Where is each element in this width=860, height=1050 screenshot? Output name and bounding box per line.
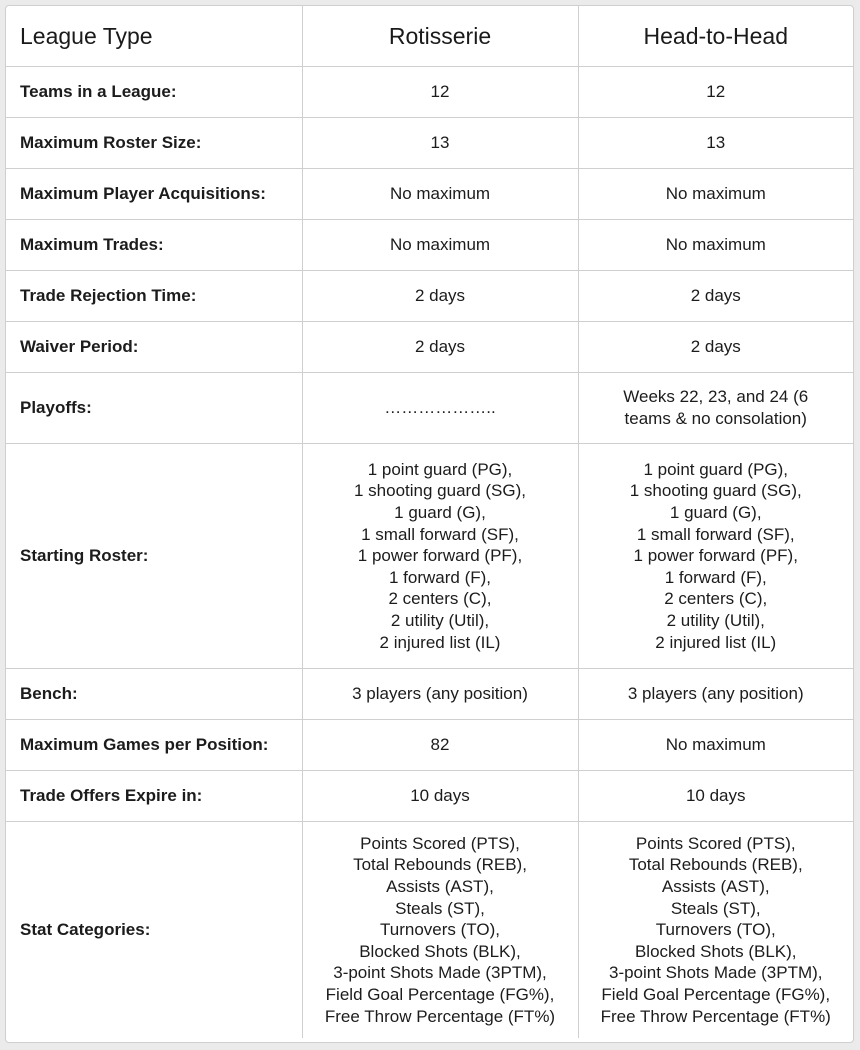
cell-text-line: 1 power forward (PF), (357, 546, 523, 566)
row-label: Waiver Period: (6, 322, 302, 373)
h2h-value (578, 67, 853, 118)
rotisserie-value (302, 720, 578, 771)
cell-text-line: 10 days (410, 786, 470, 806)
cell-text-line: Weeks 22, 23, and 24 (6 (623, 387, 809, 407)
rotisserie-value (302, 322, 578, 373)
row-label: Trade Offers Expire in: (6, 771, 302, 822)
h2h-value (578, 322, 853, 373)
row-label: Starting Roster: (6, 444, 302, 669)
cell-text-line: Free Throw Percentage (FT%) (600, 1006, 831, 1026)
table-row (6, 771, 853, 822)
cell-text-line: 3-point Shots Made (3PTM), (333, 963, 547, 983)
cell-text-line: Blocked Shots (BLK), (359, 941, 521, 961)
table-row (6, 271, 853, 322)
rotisserie-value (302, 169, 578, 220)
cell-text-line: Points Scored (PTS), (360, 833, 520, 853)
h2h-value (578, 669, 853, 720)
table-row (6, 118, 853, 169)
cell-text-line: teams & no consolation) (624, 409, 807, 428)
cell-text-line: 1 point guard (PG), (643, 459, 789, 479)
h2h-value (578, 720, 853, 771)
cell-text-line: No maximum (389, 235, 491, 255)
header-row (6, 6, 853, 67)
cell-text-line: Assists (AST), (661, 877, 770, 897)
h2h-value (578, 771, 853, 822)
h2h-value (578, 118, 853, 169)
rotisserie-value (302, 220, 578, 271)
cell-text-line: 1 point guard (PG), (367, 459, 513, 479)
h2h-value (578, 220, 853, 271)
cell-text-line: 2 injured list (IL) (379, 632, 501, 652)
cell-text-line: Turnovers (TO), (380, 920, 500, 940)
row-label: Playoffs: (6, 373, 302, 444)
table-row (6, 444, 853, 669)
cell-text-line: 2 days (414, 337, 466, 357)
cell-text-line: 2 centers (C), (388, 589, 492, 609)
cell-text-line: 2 centers (C), (664, 589, 768, 609)
table-row (6, 322, 853, 373)
header-head-to-head: Head-to-Head (578, 6, 853, 67)
cell-text-line: 3 players (any position) (352, 684, 528, 704)
cell-text-line: Field Goal Percentage (FG%), (325, 984, 555, 1004)
cell-text-line: No maximum (665, 184, 766, 204)
cell-text-line: 10 days (685, 786, 746, 806)
cell-text-line: 13 (706, 133, 726, 153)
row-label: Maximum Player Acquisitions: (6, 169, 302, 220)
cell-text-line: Points Scored (PTS), (635, 833, 796, 853)
cell-text-line: Steals (ST), (670, 898, 761, 918)
cell-text-line: 1 small forward (SF), (636, 524, 795, 544)
cell-text-line: 1 forward (F), (388, 567, 492, 587)
cell-text-line: 1 guard (G), (669, 503, 762, 523)
cell-text-line: 2 days (414, 286, 466, 306)
cell-text-line: Turnovers (TO), (655, 920, 776, 940)
cell-text-line: ……………….. (384, 398, 496, 418)
h2h-value (578, 271, 853, 322)
rotisserie-value (302, 444, 578, 669)
cell-text-line: 2 utility (Util), (666, 610, 765, 630)
cell-text-line: 2 days (690, 286, 741, 306)
table-row (6, 373, 853, 444)
rotisserie-value (302, 771, 578, 822)
cell-text-line: Steals (ST), (395, 898, 485, 918)
h2h-value (578, 444, 853, 669)
cell-text-line: No maximum (665, 735, 766, 755)
header-league-type: League Type (6, 6, 302, 67)
header-rotisserie: Rotisserie (302, 6, 578, 67)
cell-text-line: 1 forward (F), (664, 567, 767, 587)
row-label: Bench: (6, 669, 302, 720)
row-label: Teams in a League: (6, 67, 302, 118)
cell-text-line: 2 utility (Util), (390, 610, 490, 630)
cell-text-line: 2 days (690, 337, 741, 357)
cell-text-line: 13 (430, 133, 450, 153)
rotisserie-value (302, 373, 578, 444)
rotisserie-value (302, 67, 578, 118)
row-label: Stat Categories: (20, 920, 151, 939)
cell-text-line: 1 small forward (SF), (361, 524, 519, 544)
cell-text-line: Free Throw Percentage (FT%) (324, 1006, 556, 1026)
cell-text-line: No maximum (665, 235, 766, 255)
table-row (6, 169, 853, 220)
row-label: Maximum Trades: (6, 220, 302, 271)
rotisserie-value (302, 669, 578, 720)
cell-text-line: 2 injured list (IL) (655, 632, 777, 652)
cell-text-line: 1 power forward (PF), (633, 546, 798, 566)
cell-text-line: 12 (706, 82, 726, 102)
h2h-value (578, 169, 853, 220)
cell-text-line: Total Rebounds (REB), (353, 855, 527, 875)
table-row (6, 720, 853, 771)
league-comparison-table-frame (5, 5, 854, 1043)
table-row (6, 669, 853, 720)
cell-text-line: Field Goal Percentage (FG%), (601, 984, 831, 1004)
cell-text-line: No maximum (389, 184, 491, 204)
row-label: Maximum Roster Size: (6, 118, 302, 169)
rotisserie-value (302, 822, 578, 1039)
league-comparison-table (6, 6, 853, 1038)
cell-text-line: 12 (430, 82, 450, 102)
row-label: Trade Rejection Time: (6, 271, 302, 322)
rotisserie-value (302, 271, 578, 322)
table-row (6, 67, 853, 118)
cell-text-line: 1 guard (G), (394, 503, 486, 523)
cell-text-line: 82 (430, 735, 450, 755)
h2h-value (578, 822, 853, 1039)
cell-text-line: Blocked Shots (BLK), (634, 941, 797, 961)
cell-text-line: 3 players (any position) (627, 684, 804, 704)
cell-text-line: 1 shooting guard (SG), (354, 481, 526, 501)
cell-text-line: 1 shooting guard (SG), (629, 481, 802, 501)
h2h-value (578, 373, 853, 444)
cell-text-line: Total Rebounds (REB), (628, 855, 803, 875)
cell-text-line: Assists (AST), (386, 877, 494, 897)
rotisserie-value (302, 118, 578, 169)
row-label: Maximum Games per Position: (6, 720, 302, 771)
cell-text-line: 3-point Shots Made (3PTM), (608, 963, 823, 983)
table-row (6, 822, 853, 1039)
table-row (6, 220, 853, 271)
